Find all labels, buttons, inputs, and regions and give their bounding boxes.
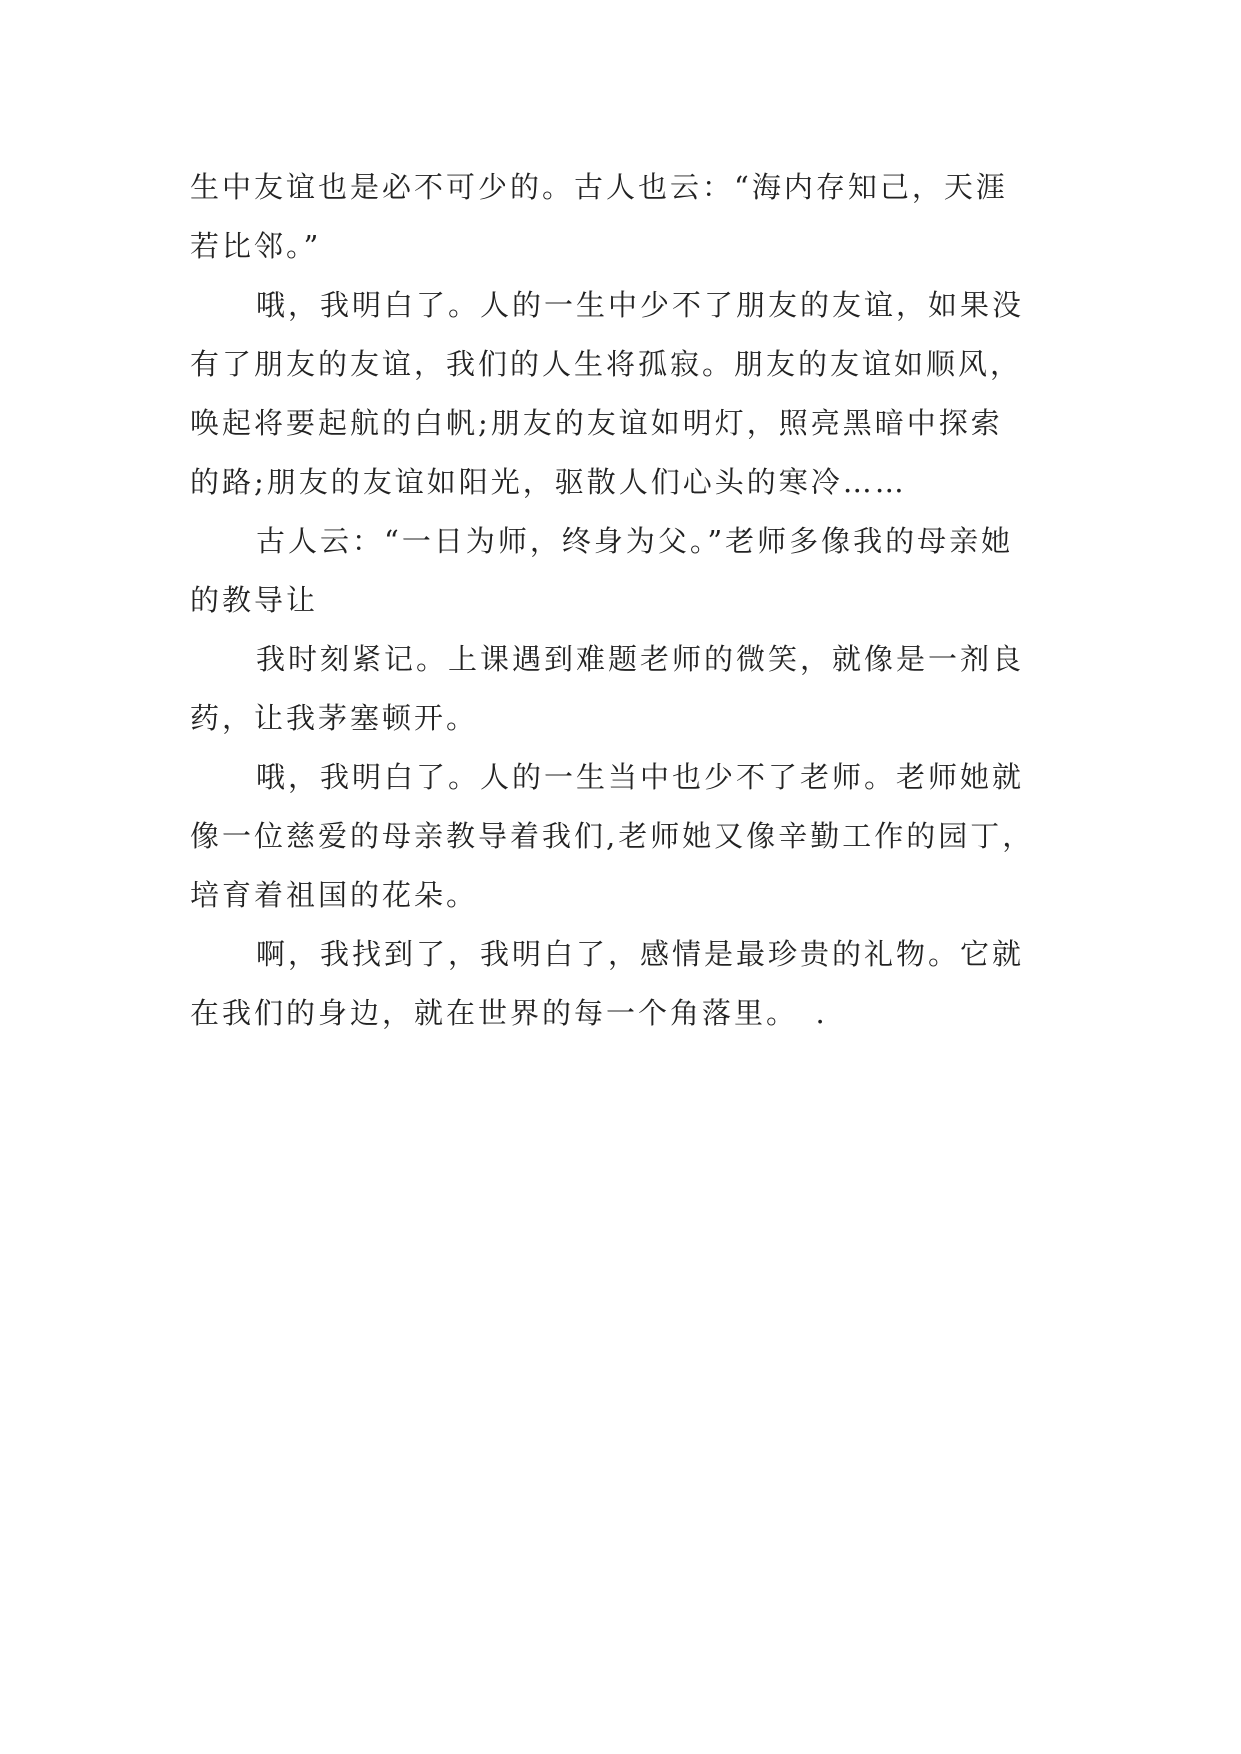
body-text <box>190 158 1060 1043</box>
text-line: 唤起将要起航的白帆;朋友的友谊如明灯，照亮黑暗中探索 <box>190 406 1003 440</box>
paragraph-2 <box>190 276 1060 512</box>
text-line: 药，让我茅塞顿开。 <box>190 701 479 735</box>
text-line: 培育着祖国的花朵。 <box>190 878 479 912</box>
text-line: 像一位慈爱的母亲教导着我们,老师她又像辛勤工作的园丁， <box>190 819 1035 853</box>
paragraph-4 <box>190 630 1060 748</box>
text-line: 若比邻。” <box>190 229 322 263</box>
text-line: 在我们的身边，就在世界的每一个角落里。 . <box>190 996 828 1030</box>
paragraph-3 <box>190 512 1060 630</box>
text-line: 生中友谊也是必不可少的。古人也云：“海内存知己，天涯 <box>190 170 1008 204</box>
paragraph-1 <box>190 158 1060 276</box>
paragraph-6 <box>190 925 1060 1043</box>
text-line: 哦，我明白了。人的一生中少不了朋友的友谊，如果没 <box>256 288 1025 322</box>
text-line: 有了朋友的友谊，我们的人生将孤寂。朋友的友谊如顺风， <box>190 347 1023 381</box>
text-line: 啊，我找到了，我明白了，感情是最珍贵的礼物。它就 <box>256 937 1025 971</box>
paragraph-5 <box>190 748 1060 925</box>
text-line: 的教导让 <box>190 583 319 617</box>
text-line: 的路;朋友的友谊如阳光，驱散人们心头的寒冷…… <box>190 465 907 499</box>
text-line: 我时刻紧记。上课遇到难题老师的微笑，就像是一剂良 <box>256 642 1025 676</box>
text-line: 哦，我明白了。人的一生当中也少不了老师。老师她就 <box>256 760 1025 794</box>
text-line: 古人云：“一日为师，终身为父。”老师多像我的母亲她 <box>256 524 1014 558</box>
